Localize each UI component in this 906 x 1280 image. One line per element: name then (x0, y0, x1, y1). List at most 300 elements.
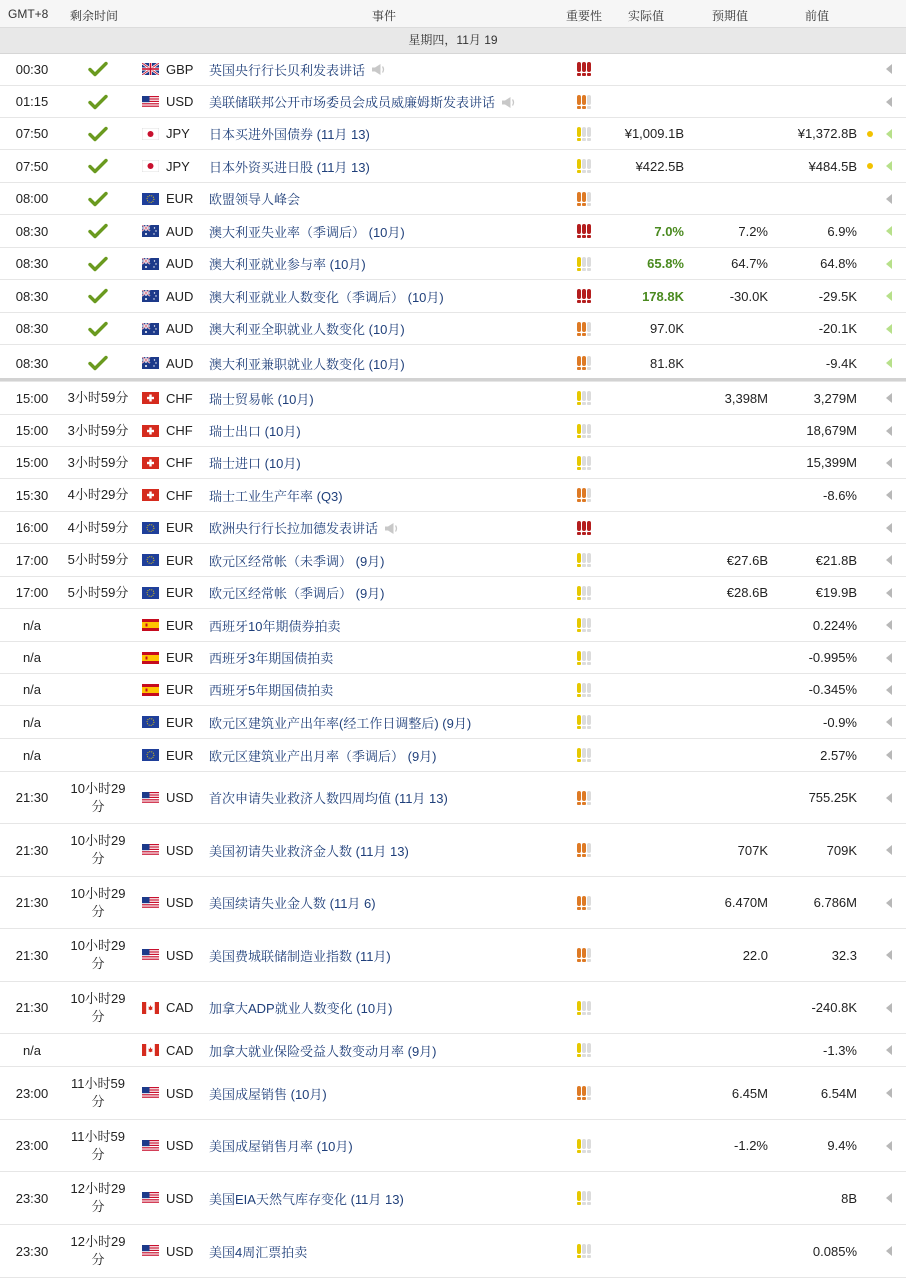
event-time: 08:00 (15, 191, 49, 206)
importance-mark (577, 683, 581, 697)
event-name-link[interactable]: 澳大利亚就业人数变化（季调后） (10月) (209, 289, 444, 305)
importance-indicator (572, 248, 596, 279)
importance-mark (582, 391, 586, 405)
importance-mark (582, 1086, 586, 1100)
expand-arrow-icon[interactable] (882, 313, 896, 344)
event-name-cell[interactable] (209, 929, 559, 981)
event-name-cell[interactable] (209, 1172, 559, 1224)
currency-code: AUD (166, 256, 194, 271)
previous-value: 6.786M (813, 895, 857, 910)
event-row[interactable] (0, 150, 906, 183)
event-row[interactable] (0, 1225, 906, 1278)
event-name-link[interactable]: 英国央行行长贝利发表讲话 (209, 62, 366, 78)
country-flag-icon (140, 544, 160, 576)
event-row[interactable] (0, 415, 906, 447)
event-name-link[interactable]: 欧元区建筑业产出年率(经工作日调整后) (9月) (209, 715, 472, 731)
event-time: 17:00 (15, 552, 49, 568)
event-name-cell[interactable] (209, 313, 559, 344)
importance-mark (582, 791, 586, 805)
event-name-link[interactable]: 瑞士贸易帐 (10月) (209, 391, 314, 407)
event-time: 23:00 (15, 1138, 49, 1153)
importance-indicator (572, 345, 596, 381)
event-time: 23:30 (15, 1190, 49, 1206)
event-name-cell[interactable] (209, 215, 559, 247)
event-name-cell[interactable] (209, 674, 559, 705)
importance-mark (587, 127, 591, 141)
importance-mark (582, 1191, 586, 1205)
expand-arrow-icon[interactable] (882, 150, 896, 182)
event-name-link[interactable]: 美国费城联储制造业指数 (11月) (209, 948, 391, 964)
revision-dot-icon (864, 929, 876, 981)
importance-mark (582, 322, 586, 336)
event-name-cell[interactable] (209, 86, 559, 117)
country-flag-icon (140, 345, 160, 381)
importance-mark (587, 683, 591, 697)
actual-value (596, 86, 684, 117)
event-name-cell[interactable] (209, 877, 559, 928)
actual-value (596, 982, 684, 1033)
country-flag-icon (140, 248, 160, 279)
event-row[interactable] (0, 1067, 906, 1120)
expand-arrow-icon[interactable] (882, 1034, 896, 1066)
forecast-value: €27.6B (726, 552, 768, 568)
country-flag-icon (140, 824, 160, 876)
importance-indicator (572, 706, 596, 738)
country-flag-icon (140, 929, 160, 981)
event-time: 15:00 (15, 423, 49, 438)
importance-mark (577, 715, 581, 729)
forecast-value (688, 118, 768, 149)
time-remaining (64, 1120, 132, 1171)
previous-value (775, 86, 857, 117)
event-row[interactable] (0, 772, 906, 824)
event-row[interactable] (0, 982, 906, 1034)
importance-mark (587, 896, 591, 910)
event-row[interactable] (0, 706, 906, 739)
importance-mark (582, 127, 586, 141)
revision-dot-icon (864, 479, 876, 511)
event-name-cell[interactable] (209, 642, 559, 673)
importance-mark (577, 651, 581, 665)
previous-value: -20.1K (818, 321, 857, 336)
importance-indicator (572, 982, 596, 1033)
country-flag-icon (140, 313, 160, 344)
event-row[interactable] (0, 53, 906, 86)
event-row[interactable] (0, 1120, 906, 1172)
expand-arrow-icon[interactable] (882, 772, 896, 823)
forecast-value: 3,398M (724, 390, 768, 406)
expand-arrow-icon[interactable] (882, 674, 896, 705)
event-row[interactable] (0, 248, 906, 280)
event-row[interactable] (0, 544, 906, 577)
time-remaining-text: 10小时29分 (70, 990, 126, 1024)
expand-arrow-icon[interactable] (882, 183, 896, 214)
event-time: 07:50 (15, 126, 49, 141)
importance-mark (582, 95, 586, 109)
previous-value: ¥484.5B (808, 158, 857, 174)
event-name-cell[interactable] (209, 479, 559, 511)
time-remaining (64, 544, 132, 576)
event-name-link[interactable]: 西班牙3年期国债拍卖 (209, 651, 334, 666)
expand-arrow-icon[interactable] (882, 544, 896, 576)
event-name-cell[interactable] (209, 739, 559, 771)
event-time: 21:30 (15, 842, 49, 858)
event-row[interactable] (0, 929, 906, 982)
event-time: 08:30 (15, 223, 49, 239)
revision-dot-icon (864, 544, 876, 576)
revision-dot-icon (864, 609, 876, 641)
importance-indicator (572, 1034, 596, 1066)
previous-value: €21.8B (815, 552, 857, 568)
expand-arrow-icon[interactable] (882, 280, 896, 312)
forecast-value (688, 479, 768, 511)
event-row[interactable] (0, 479, 906, 512)
time-remaining (64, 86, 132, 117)
event-row[interactable] (0, 642, 906, 674)
expand-arrow-icon[interactable] (882, 447, 896, 478)
importance-mark (582, 356, 586, 370)
expand-arrow-icon[interactable] (882, 1120, 896, 1171)
day-header: 星期四，11月 19 (0, 28, 906, 54)
importance-mark (587, 618, 591, 632)
event-name-cell[interactable] (209, 248, 559, 279)
event-name-link[interactable]: 美国成屋销售月率 (10月) (209, 1139, 353, 1154)
forecast-value: 64.7% (731, 256, 768, 271)
time-remaining-text: 4小时59分 (67, 519, 129, 535)
completed-check-icon (88, 256, 108, 272)
event-name-cell[interactable] (209, 1034, 559, 1066)
country-flag-icon (140, 1172, 160, 1224)
expand-arrow-icon[interactable] (882, 479, 896, 511)
event-row[interactable] (0, 215, 906, 248)
importance-mark (582, 618, 586, 632)
importance-indicator (572, 772, 596, 823)
event-name-link[interactable]: 欧洲央行行长拉加德发表讲话 (209, 521, 379, 536)
country-flag-icon (140, 1034, 160, 1066)
revision-dot-icon (864, 1067, 876, 1119)
country-flag-icon (140, 1067, 160, 1119)
expand-arrow-icon[interactable] (882, 739, 896, 771)
time-remaining-text: 10小时29分 (70, 780, 126, 814)
event-time: n/a (22, 650, 42, 665)
importance-mark (587, 289, 591, 303)
revision-dot-icon (864, 447, 876, 478)
expand-arrow-icon[interactable] (882, 982, 896, 1033)
revision-dot-icon (864, 824, 876, 876)
currency-code: EUR (166, 617, 194, 633)
expand-arrow-icon[interactable] (882, 512, 896, 543)
expand-arrow-icon[interactable] (882, 877, 896, 928)
previous-value: €19.9B (815, 585, 857, 600)
time-remaining-text: 10小时29分 (70, 938, 126, 971)
importance-mark (577, 356, 581, 370)
event-row[interactable] (0, 118, 906, 150)
expand-arrow-icon[interactable] (882, 215, 896, 247)
importance-mark (577, 257, 581, 271)
expand-arrow-icon[interactable] (882, 642, 896, 673)
previous-value (775, 512, 857, 543)
event-time: 08:30 (15, 288, 49, 304)
event-name-cell[interactable] (209, 150, 559, 182)
importance-mark (577, 289, 581, 303)
event-time: 21:30 (15, 790, 49, 805)
event-name-link[interactable]: 欧元区建筑业产出月率（季调后） (9月) (209, 748, 437, 764)
event-time: 15:00 (15, 455, 49, 470)
revision-dot-icon (864, 1225, 876, 1277)
currency-code: CAD (166, 1042, 194, 1058)
event-name-link[interactable]: 美国4周汇票拍卖 (209, 1244, 308, 1260)
event-row[interactable] (0, 280, 906, 313)
time-remaining (64, 982, 132, 1033)
time-remaining (64, 345, 132, 381)
expand-arrow-icon[interactable] (882, 118, 896, 149)
event-name-cell[interactable] (209, 1225, 559, 1277)
event-name-link[interactable]: 加拿大ADP就业人数变化 (10月) (209, 1001, 393, 1016)
time-remaining (64, 1172, 132, 1224)
importance-mark (587, 651, 591, 665)
event-name-link[interactable]: 日本外资买进日股 (11月 13) (209, 159, 370, 175)
importance-mark (587, 356, 591, 370)
currency-code: USD (166, 1243, 194, 1259)
expand-arrow-icon[interactable] (882, 577, 896, 608)
event-row[interactable] (0, 345, 906, 382)
actual-value: 7.0% (654, 223, 684, 239)
event-name-link[interactable]: 欧元区经常帐（季调后） (9月) (209, 586, 385, 601)
event-name-cell[interactable] (209, 1067, 559, 1119)
event-row[interactable] (0, 86, 906, 118)
currency-code: EUR (166, 520, 194, 535)
actual-value: 65.8% (647, 256, 684, 271)
event-name-cell[interactable] (209, 982, 559, 1033)
importance-mark (577, 1086, 581, 1100)
importance-mark (577, 1244, 581, 1258)
event-name-link[interactable]: 瑞士进口 (10月) (209, 456, 301, 471)
actual-value (596, 642, 684, 673)
expand-arrow-icon[interactable] (882, 248, 896, 279)
completed-check-icon (88, 126, 108, 142)
expand-arrow-icon[interactable] (882, 53, 896, 85)
forecast-value (688, 609, 768, 641)
currency-code: AUD (166, 355, 194, 371)
importance-mark (582, 159, 586, 173)
previous-value: -9.4K (825, 355, 857, 371)
actual-value (596, 1034, 684, 1066)
expand-arrow-icon[interactable] (882, 929, 896, 981)
expand-arrow-icon[interactable] (882, 1225, 896, 1277)
event-name-link[interactable]: 美国EIA天然气库存变化 (11月 13) (209, 1191, 404, 1207)
event-name-cell[interactable] (209, 183, 559, 214)
importance-indicator (572, 642, 596, 673)
event-time: n/a (22, 747, 42, 763)
importance-mark (577, 95, 581, 109)
importance-indicator (572, 118, 596, 149)
event-name-link[interactable]: 西班牙10年期债券拍卖 (209, 618, 341, 634)
revision-dot-icon (864, 118, 876, 149)
event-name-link[interactable]: 瑞士出口 (10月) (209, 424, 301, 439)
event-name-link[interactable]: 澳大利亚失业率（季调后） (10月) (209, 224, 405, 240)
expand-arrow-icon[interactable] (882, 609, 896, 641)
importance-indicator (572, 447, 596, 478)
time-remaining (64, 642, 132, 673)
importance-mark (582, 488, 586, 502)
importance-mark (577, 127, 581, 141)
importance-indicator (572, 544, 596, 576)
importance-mark (582, 224, 586, 238)
event-name-cell[interactable] (209, 609, 559, 641)
event-name-cell[interactable] (209, 118, 559, 149)
event-row[interactable] (0, 447, 906, 479)
country-flag-icon (140, 415, 160, 446)
expand-arrow-icon[interactable] (882, 1172, 896, 1224)
event-row[interactable] (0, 1172, 906, 1225)
time-remaining-text: 3小时59分 (67, 390, 129, 405)
event-row[interactable] (0, 577, 906, 609)
country-flag-icon (140, 382, 160, 414)
event-name-link[interactable]: 美国续请失业金人数 (11月 6) (209, 896, 376, 911)
expand-arrow-icon[interactable] (882, 706, 896, 738)
event-name-link[interactable]: 西班牙5年期国债拍卖 (209, 683, 334, 698)
actual-value (596, 53, 684, 85)
header-event: 事件 (372, 9, 397, 23)
actual-value (596, 877, 684, 928)
event-row[interactable] (0, 674, 906, 706)
revision-dot-icon (864, 982, 876, 1033)
event-name-cell[interactable] (209, 53, 559, 85)
expand-arrow-icon[interactable] (882, 345, 896, 381)
event-name-link[interactable]: 澳大利亚兼职就业人数变化 (10月) (209, 356, 405, 372)
event-name-link[interactable]: 瑞士工业生产年率 (Q3) (209, 488, 343, 504)
event-time: n/a (22, 714, 42, 730)
forecast-value (688, 674, 768, 705)
importance-mark (587, 715, 591, 729)
actual-value (596, 382, 684, 414)
previous-value: 9.4% (827, 1138, 857, 1153)
importance-indicator (572, 609, 596, 641)
event-row[interactable] (0, 183, 906, 215)
expand-arrow-icon[interactable] (882, 824, 896, 876)
event-row[interactable] (0, 313, 906, 345)
event-name-cell[interactable] (209, 280, 559, 312)
importance-mark (582, 289, 586, 303)
event-name-cell[interactable] (209, 415, 559, 446)
country-flag-icon (140, 479, 160, 511)
importance-indicator (572, 929, 596, 981)
importance-mark (587, 192, 591, 206)
expand-arrow-icon[interactable] (882, 415, 896, 446)
time-remaining (64, 415, 132, 446)
importance-indicator (572, 1067, 596, 1119)
event-name-cell[interactable] (209, 824, 559, 876)
importance-indicator (572, 1225, 596, 1277)
event-name-link[interactable]: 美国初请失业救济金人数 (11月 13) (209, 843, 409, 859)
event-name-cell[interactable] (209, 706, 559, 738)
currency-code: CHF (166, 390, 193, 406)
forecast-value: 22.0 (742, 947, 768, 963)
event-name-cell[interactable] (209, 447, 559, 478)
header-timezone[interactable]: GMT+8 (8, 7, 49, 21)
importance-indicator (572, 415, 596, 446)
forecast-value: -30.0K (729, 288, 768, 304)
event-name-cell[interactable] (209, 512, 559, 543)
importance-mark (577, 1139, 581, 1153)
event-row[interactable] (0, 739, 906, 772)
event-row[interactable] (0, 824, 906, 877)
time-remaining-text: 10小时29分 (70, 885, 126, 919)
importance-mark (587, 586, 591, 600)
event-row[interactable] (0, 382, 906, 415)
expand-arrow-icon[interactable] (882, 1067, 896, 1119)
event-name-cell[interactable] (209, 382, 559, 414)
forecast-value (688, 415, 768, 446)
forecast-value: -1.2% (734, 1138, 768, 1153)
time-remaining (64, 118, 132, 149)
event-name-link[interactable]: 欧盟领导人峰会 (209, 192, 301, 207)
forecast-value (688, 739, 768, 771)
event-name-link[interactable]: 美国成屋销售 (10月) (209, 1086, 327, 1102)
importance-mark (587, 257, 591, 271)
previous-value: -0.345% (808, 682, 857, 697)
importance-indicator (572, 53, 596, 85)
currency-code: USD (166, 842, 194, 858)
actual-value (596, 183, 684, 214)
actual-value: ¥422.5B (635, 158, 684, 174)
event-name-link[interactable]: 首次申请失业救济人数四周均值 (11月 13) (209, 791, 448, 806)
event-name-link[interactable]: 澳大利亚就业参与率 (10月) (209, 257, 366, 272)
importance-mark (582, 1001, 586, 1015)
event-name-link[interactable]: 美联储联邦公开市场委员会成员威廉姆斯发表讲话 (209, 95, 496, 110)
event-time: 07:50 (15, 158, 49, 174)
importance-mark (582, 1043, 586, 1057)
event-name-link[interactable]: 加拿大就业保险受益人数变动月率 (9月) (209, 1043, 437, 1059)
country-flag-icon (140, 118, 160, 149)
importance-mark (577, 791, 581, 805)
event-row[interactable] (0, 877, 906, 929)
event-row[interactable] (0, 609, 906, 642)
event-row[interactable] (0, 512, 906, 544)
event-row[interactable] (0, 1034, 906, 1067)
event-name-cell[interactable] (209, 1120, 559, 1171)
previous-value: 0.224% (812, 617, 857, 633)
expand-arrow-icon[interactable] (882, 86, 896, 117)
actual-value (596, 447, 684, 478)
event-name-cell[interactable] (209, 544, 559, 576)
importance-mark (577, 424, 581, 438)
event-name-cell[interactable] (209, 345, 559, 381)
importance-indicator (572, 1172, 596, 1224)
previous-value: -29.5K (818, 288, 857, 304)
event-name-link[interactable]: 日本买进外国债券 (11月 13) (209, 127, 370, 142)
time-remaining (64, 674, 132, 705)
event-name-cell[interactable] (209, 772, 559, 823)
importance-indicator (572, 577, 596, 608)
importance-mark (577, 1043, 581, 1057)
importance-mark (582, 651, 586, 665)
actual-value (596, 706, 684, 738)
importance-mark (577, 553, 581, 567)
time-remaining (64, 382, 132, 414)
event-name-link[interactable]: 欧元区经常帐（未季调） (9月) (209, 553, 385, 569)
expand-arrow-icon[interactable] (882, 382, 896, 414)
actual-value (596, 479, 684, 511)
time-remaining (64, 1225, 132, 1277)
currency-code: USD (166, 790, 194, 805)
time-remaining (64, 824, 132, 876)
event-name-cell[interactable] (209, 577, 559, 608)
event-name-link[interactable]: 澳大利亚全职就业人数变化 (10月) (209, 322, 405, 337)
currency-code: USD (166, 1190, 194, 1206)
event-time: n/a (22, 1042, 42, 1058)
importance-indicator (572, 313, 596, 344)
